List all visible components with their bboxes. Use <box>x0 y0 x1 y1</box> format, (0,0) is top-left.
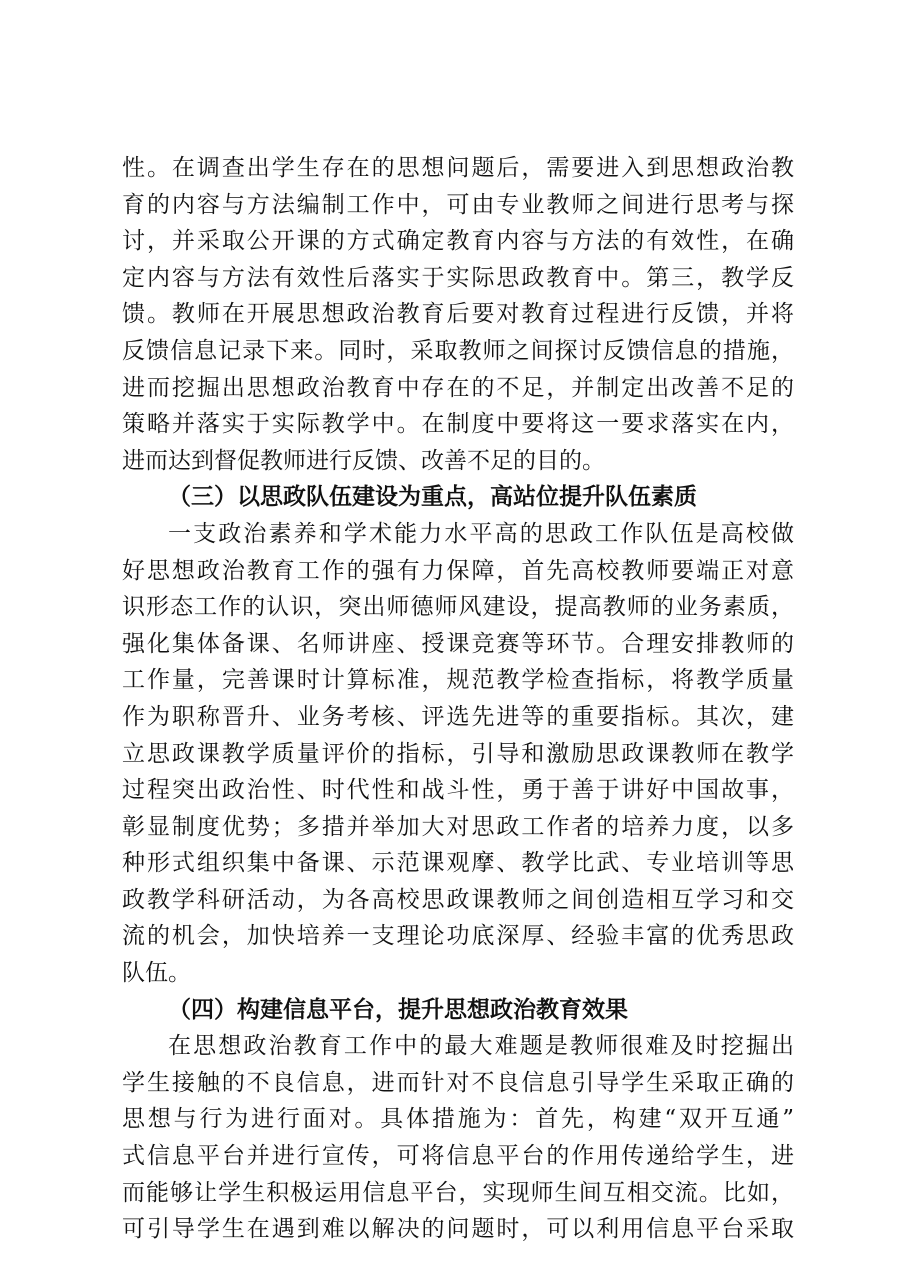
text-line: 工作量，完善课时计算标准，规范教学检查指标，将教学质量 <box>122 667 794 694</box>
text-line: 讨，并采取公开课的方式确定教育内容与方法的有效性，在确 <box>122 228 794 255</box>
text-line: 可引导学生在遇到难以解决的问题时，可以利用信息平台采取 <box>122 1216 794 1243</box>
text-line: 好思想政治教育工作的强有力保障，首先高校教师要端正对意 <box>122 557 794 584</box>
document-page <box>122 150 794 1248</box>
text-line: 进而达到督促教师进行反馈、改善不足的目的。 <box>122 447 605 474</box>
text-line: 进而挖掘出思想政治教育中存在的不足，并制定出改善不足的 <box>122 374 794 401</box>
text-line: 定内容与方法有效性后落实于实际思政教育中。第三，教学反 <box>122 264 794 291</box>
text-line: 反馈信息记录下来。同时，采取教师之间探讨反馈信息的措施， <box>122 337 794 364</box>
text-line: 彰显制度优势；多措并举加大对思政工作者的培养力度，以多 <box>122 813 794 840</box>
text-line: 性。在调查出学生存在的思想问题后，需要进入到思想政治教 <box>122 155 794 181</box>
text-line: 流的机会，加快培养一支理论功底深厚、经验丰富的优秀思政 <box>122 923 794 950</box>
text-line: 而能够让学生积极运用信息平台，实现师生间互相交流。比如， <box>122 1179 794 1206</box>
text-line: 策略并落实于实际教学中。在制度中要将这一要求落实在内， <box>122 411 794 438</box>
text-line: 队伍。 <box>122 960 191 987</box>
text-line: 思想与行为进行面对。具体措施为：首先，构建“双开互通” <box>122 1106 794 1133</box>
section-heading: （四）构建信息平台，提升思想政治教育效果 <box>168 995 628 1023</box>
section-heading: （三）以思政队伍建设为重点，高站位提升队伍素质 <box>168 483 697 511</box>
text-line: 种形式组织集中备课、示范课观摩、教学比武、专业培训等思 <box>122 850 794 877</box>
text-line: 强化集体备课、名师讲座、授课竞赛等环节。合理安排教师的 <box>122 630 794 657</box>
text-line: 育的内容与方法编制工作中，可由专业教师之间进行思考与探 <box>122 191 794 218</box>
text-line: 过程突出政治性、时代性和战斗性，勇于善于讲好中国故事， <box>122 777 794 804</box>
text-line: 在思想政治教育工作中的最大难题是教师很难及时挖掘出 <box>168 1033 794 1060</box>
text-line: 馈。教师在开展思想政治教育后要对教育过程进行反馈，并将 <box>122 301 794 328</box>
text-line: 作为职称晋升、业务考核、评选先进等的重要指标。其次，建 <box>122 703 794 730</box>
text-line: 学生接触的不良信息，进而针对不良信息引导学生采取正确的 <box>122 1069 794 1096</box>
text-line: 立思政课教学质量评价的指标，引导和激励思政课教师在教学 <box>122 740 794 767</box>
text-line: 政教学科研活动，为各高校思政课教师之间创造相互学习和交 <box>122 886 794 913</box>
text-line: 式信息平台并进行宣传，可将信息平台的作用传递给学生，进 <box>122 1143 794 1170</box>
text-line: 识形态工作的认识，突出师德师风建设，提高教师的业务素质， <box>122 594 794 621</box>
text-line: 一支政治素养和学术能力水平高的思政工作队伍是高校做 <box>168 520 794 547</box>
